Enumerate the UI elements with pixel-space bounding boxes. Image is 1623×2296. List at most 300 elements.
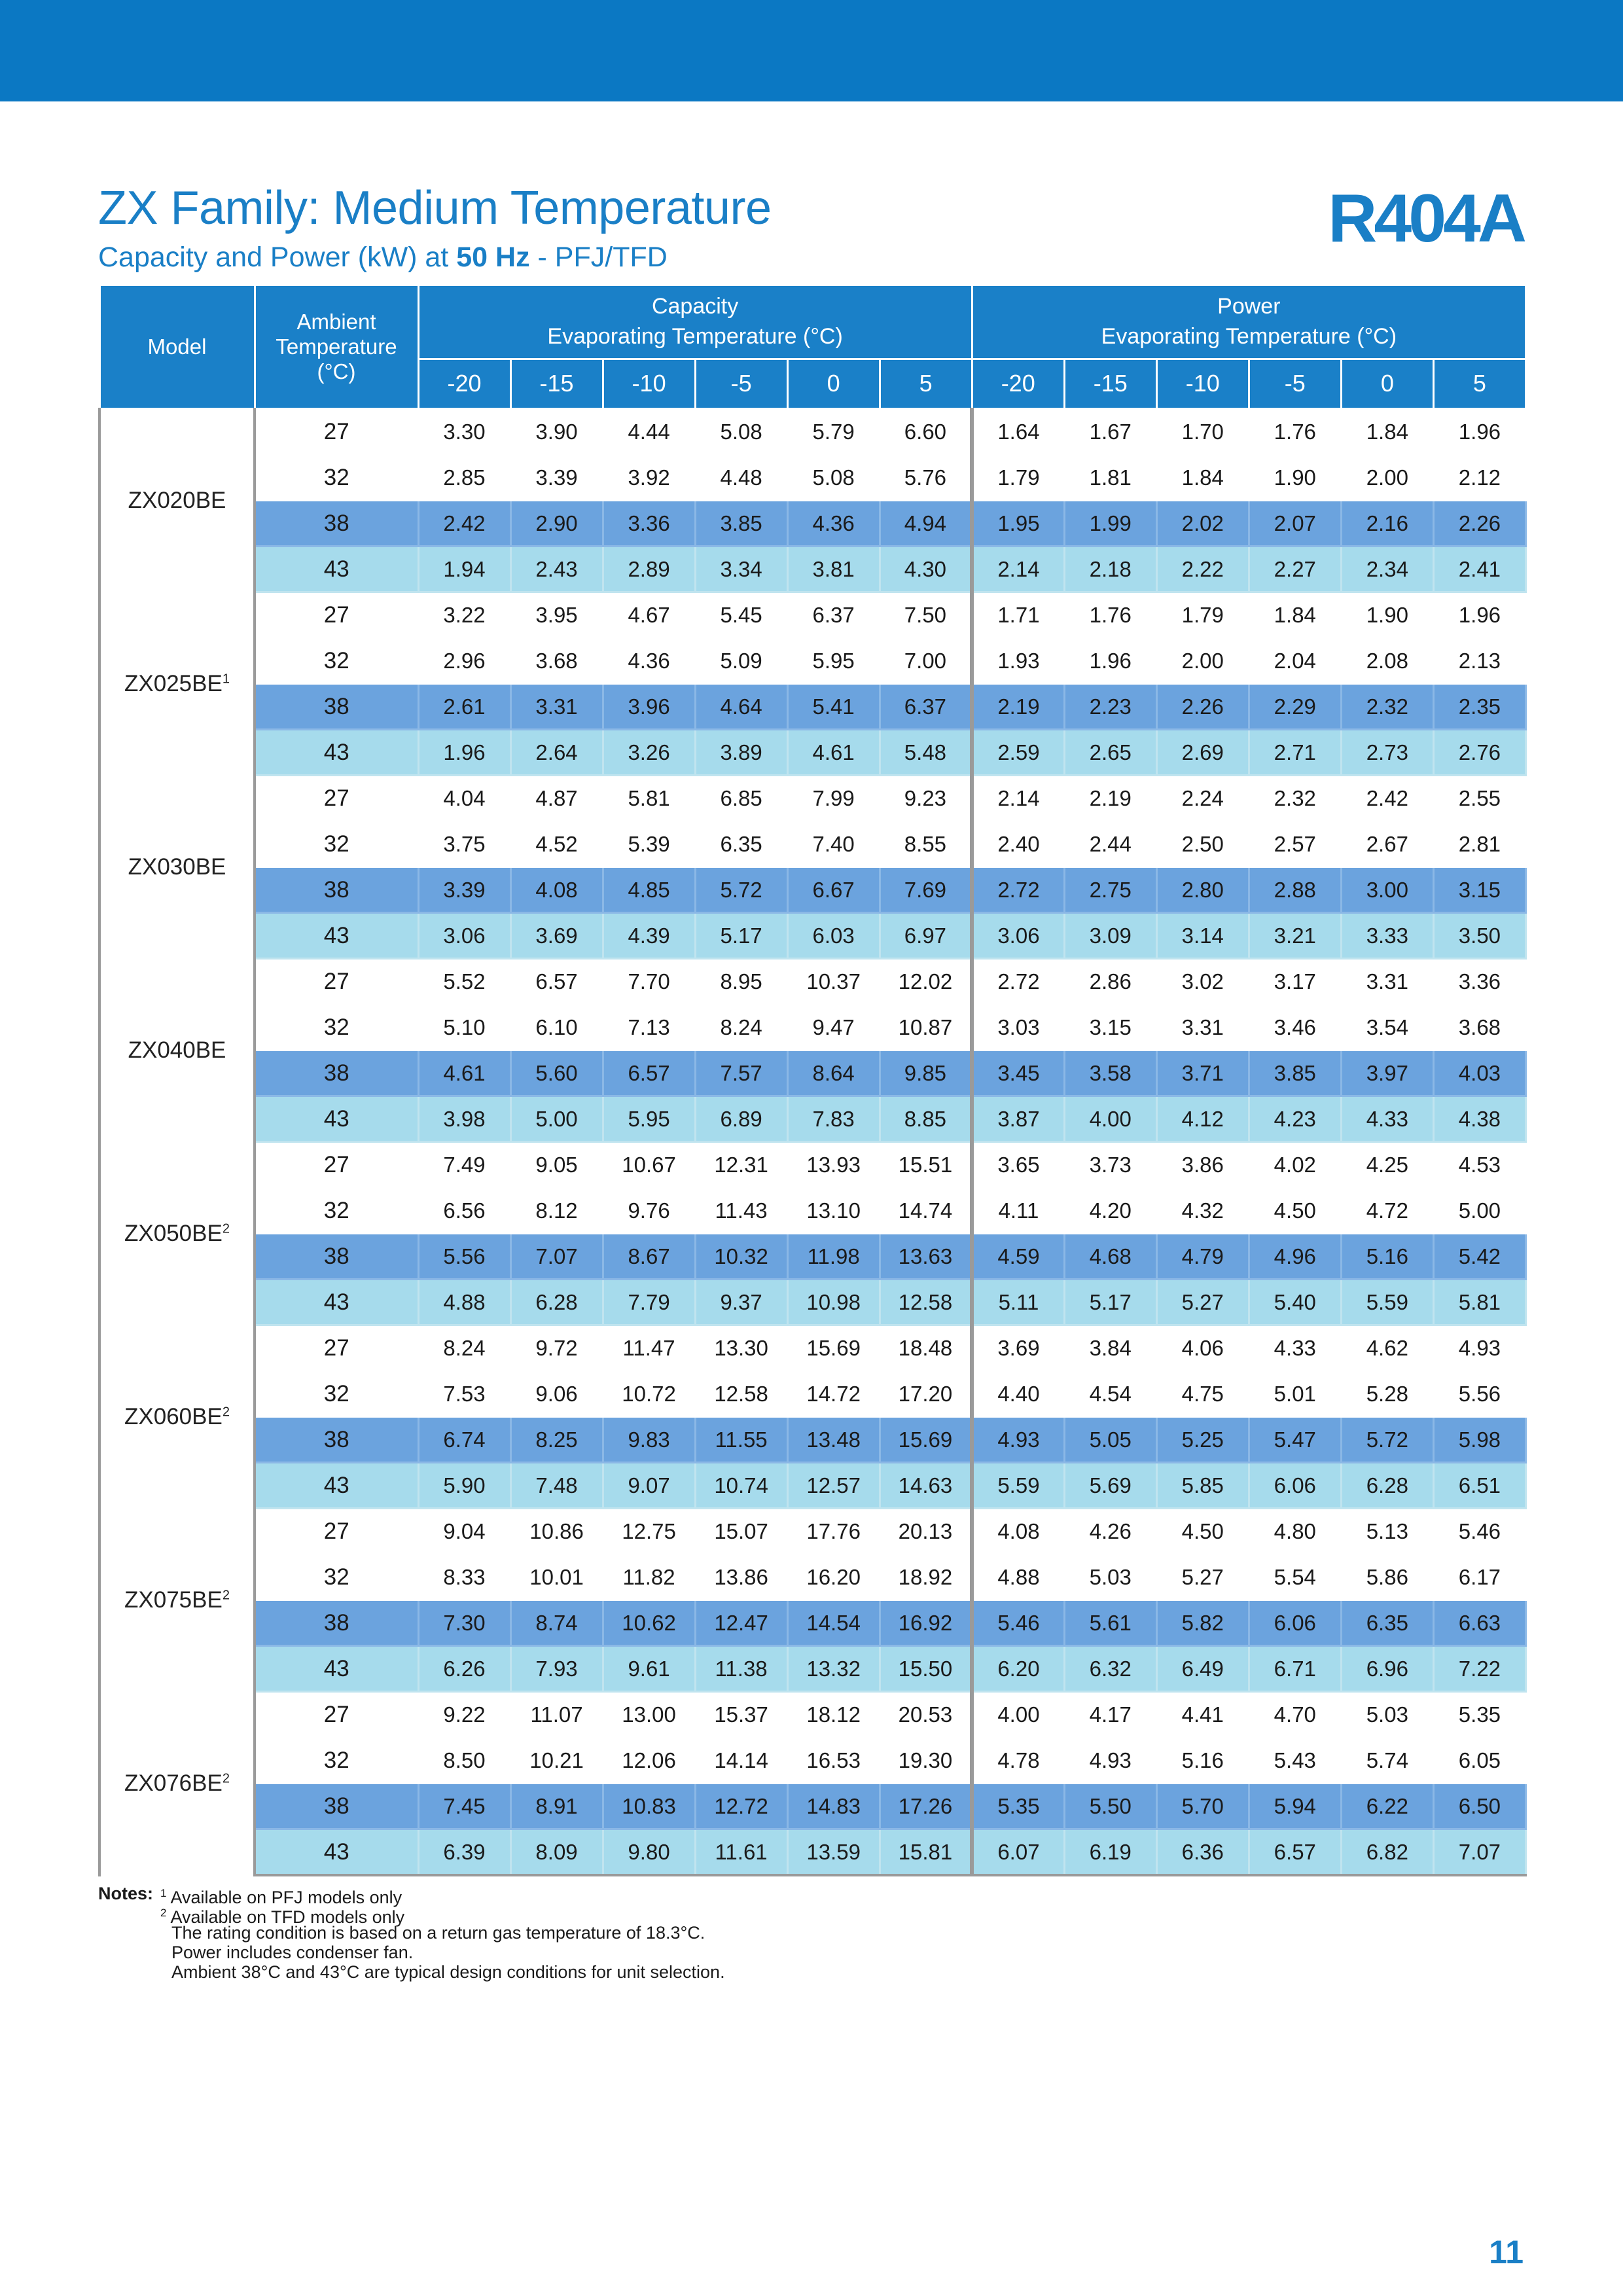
table-row bbox=[99, 1096, 1526, 1142]
ambient-temp-cell: 38 bbox=[255, 501, 418, 547]
table-row bbox=[99, 959, 1526, 1005]
capacity-value-cell: 8.55 bbox=[880, 821, 972, 867]
capacity-value-cell: 9.61 bbox=[603, 1646, 695, 1692]
model-footnote-marker: 1 bbox=[222, 671, 230, 686]
power-value-cell: 2.41 bbox=[1433, 547, 1525, 592]
capacity-value-cell: 6.56 bbox=[418, 1188, 510, 1234]
power-value-cell: 5.40 bbox=[1249, 1280, 1341, 1325]
power-value-cell: 1.84 bbox=[1341, 409, 1433, 455]
model-name: ZX075BE bbox=[124, 1587, 223, 1613]
capacity-value-cell: 10.21 bbox=[510, 1738, 603, 1784]
power-value-cell: 4.20 bbox=[1064, 1188, 1156, 1234]
refrigerant-label: R404A bbox=[1328, 181, 1524, 257]
power-value-cell: 3.02 bbox=[1156, 959, 1249, 1005]
power-value-cell: 1.79 bbox=[972, 455, 1064, 501]
power-value-cell: 2.12 bbox=[1433, 455, 1525, 501]
power-value-cell: 2.13 bbox=[1433, 638, 1525, 684]
capacity-value-cell: 6.39 bbox=[418, 1829, 510, 1876]
capacity-value-cell: 4.48 bbox=[695, 455, 787, 501]
power-value-cell: 6.06 bbox=[1249, 1600, 1341, 1646]
capacity-value-cell: 8.64 bbox=[787, 1050, 880, 1096]
capacity-value-cell: 17.20 bbox=[880, 1371, 972, 1417]
power-value-cell: 2.19 bbox=[1064, 776, 1156, 821]
capacity-value-cell: 4.67 bbox=[603, 592, 695, 638]
power-value-cell: 3.15 bbox=[1433, 867, 1525, 913]
power-value-cell: 6.96 bbox=[1341, 1646, 1433, 1692]
table-row bbox=[99, 1554, 1526, 1600]
power-value-cell: 3.54 bbox=[1341, 1005, 1433, 1050]
capacity-value-cell: 5.41 bbox=[787, 684, 880, 730]
power-value-cell: 4.23 bbox=[1249, 1096, 1341, 1142]
capacity-value-cell: 8.12 bbox=[510, 1188, 603, 1234]
power-value-cell: 5.69 bbox=[1064, 1463, 1156, 1509]
model-name: ZX076BE bbox=[124, 1770, 223, 1796]
table-row bbox=[99, 1325, 1526, 1371]
capacity-value-cell: 15.51 bbox=[880, 1142, 972, 1188]
capacity-value-cell: 3.81 bbox=[787, 547, 880, 592]
model-footnote-marker: 2 bbox=[222, 1404, 230, 1419]
capacity-value-cell: 6.85 bbox=[695, 776, 787, 821]
power-value-cell: 4.11 bbox=[972, 1188, 1064, 1234]
power-value-cell: 6.49 bbox=[1156, 1646, 1249, 1692]
capacity-value-cell: 5.52 bbox=[418, 959, 510, 1005]
table-row bbox=[99, 1188, 1526, 1234]
page-subtitle bbox=[98, 243, 668, 272]
power-value-cell: 6.20 bbox=[972, 1646, 1064, 1692]
capacity-group-header bbox=[418, 285, 972, 359]
capacity-value-cell: 2.90 bbox=[510, 501, 603, 547]
capacity-value-cell: 6.57 bbox=[603, 1050, 695, 1096]
capacity-value-cell: 7.53 bbox=[418, 1371, 510, 1417]
capacity-value-cell: 7.30 bbox=[418, 1600, 510, 1646]
power-evap-temp-header: -10 bbox=[1156, 359, 1249, 408]
capacity-value-cell: 3.95 bbox=[510, 592, 603, 638]
subtitle-suffix: - PFJ/TFD bbox=[529, 242, 668, 273]
power-value-cell: 2.86 bbox=[1064, 959, 1156, 1005]
model-name-cell bbox=[99, 776, 255, 959]
capacity-value-cell: 11.55 bbox=[695, 1417, 787, 1463]
capacity-value-cell: 12.58 bbox=[880, 1280, 972, 1325]
capacity-value-cell: 10.62 bbox=[603, 1600, 695, 1646]
table-row bbox=[99, 1142, 1526, 1188]
ambient-temp-cell: 43 bbox=[255, 1280, 418, 1325]
capacity-value-cell: 3.96 bbox=[603, 684, 695, 730]
capacity-value-cell: 14.74 bbox=[880, 1188, 972, 1234]
power-value-cell: 3.71 bbox=[1156, 1050, 1249, 1096]
power-value-cell: 2.14 bbox=[972, 547, 1064, 592]
model-name-cell bbox=[99, 1325, 255, 1509]
capacity-value-cell: 7.70 bbox=[603, 959, 695, 1005]
ambient-header-line-2: Temperature bbox=[276, 334, 397, 359]
power-value-cell: 5.27 bbox=[1156, 1554, 1249, 1600]
ambient-temp-cell: 43 bbox=[255, 547, 418, 592]
power-value-cell: 3.46 bbox=[1249, 1005, 1341, 1050]
power-value-cell: 5.82 bbox=[1156, 1600, 1249, 1646]
note-1-text: Available on PFJ models only bbox=[166, 1888, 402, 1907]
capacity-value-cell: 10.32 bbox=[695, 1234, 787, 1280]
power-value-cell: 2.59 bbox=[972, 730, 1064, 776]
model-name-cell bbox=[99, 959, 255, 1142]
capacity-value-cell: 15.50 bbox=[880, 1646, 972, 1692]
power-value-cell: 4.88 bbox=[972, 1554, 1064, 1600]
capacity-evap-temp-header: 5 bbox=[880, 359, 972, 408]
power-value-cell: 1.96 bbox=[1433, 409, 1525, 455]
ambient-header-line-3: (°C) bbox=[317, 359, 356, 384]
model-column-header: Model bbox=[99, 285, 255, 409]
ambient-column-header bbox=[255, 285, 418, 409]
power-value-cell: 2.72 bbox=[972, 959, 1064, 1005]
power-value-cell: 5.72 bbox=[1341, 1417, 1433, 1463]
capacity-value-cell: 5.60 bbox=[510, 1050, 603, 1096]
capacity-value-cell: 3.68 bbox=[510, 638, 603, 684]
power-value-cell: 5.46 bbox=[1433, 1509, 1525, 1554]
capacity-value-cell: 5.48 bbox=[880, 730, 972, 776]
power-value-cell: 4.02 bbox=[1249, 1142, 1341, 1188]
capacity-value-cell: 11.07 bbox=[510, 1692, 603, 1738]
ambient-temp-cell: 27 bbox=[255, 776, 418, 821]
capacity-value-cell: 11.61 bbox=[695, 1829, 787, 1876]
capacity-value-cell: 5.10 bbox=[418, 1005, 510, 1050]
note-design-conditions: Ambient 38°C and 43°C are typical design conditions for unit selection. bbox=[171, 1962, 725, 1982]
capacity-value-cell: 3.85 bbox=[695, 501, 787, 547]
capacity-value-cell: 3.31 bbox=[510, 684, 603, 730]
capacity-value-cell: 9.37 bbox=[695, 1280, 787, 1325]
header-band bbox=[0, 0, 1623, 101]
ambient-temp-cell: 32 bbox=[255, 1005, 418, 1050]
power-value-cell: 5.35 bbox=[972, 1784, 1064, 1829]
capacity-value-cell: 14.54 bbox=[787, 1600, 880, 1646]
performance-table-body bbox=[99, 409, 1526, 1876]
table-row bbox=[99, 547, 1526, 592]
capacity-value-cell: 9.80 bbox=[603, 1829, 695, 1876]
power-value-cell: 3.85 bbox=[1249, 1050, 1341, 1096]
table-row bbox=[99, 1050, 1526, 1096]
capacity-value-cell: 11.98 bbox=[787, 1234, 880, 1280]
power-value-cell: 5.27 bbox=[1156, 1280, 1249, 1325]
capacity-value-cell: 14.72 bbox=[787, 1371, 880, 1417]
capacity-value-cell: 5.79 bbox=[787, 409, 880, 455]
capacity-value-cell: 7.48 bbox=[510, 1463, 603, 1509]
power-value-cell: 5.85 bbox=[1156, 1463, 1249, 1509]
table-row bbox=[99, 501, 1526, 547]
capacity-value-cell: 6.37 bbox=[787, 592, 880, 638]
capacity-value-cell: 11.47 bbox=[603, 1325, 695, 1371]
capacity-value-cell: 1.94 bbox=[418, 547, 510, 592]
capacity-value-cell: 3.36 bbox=[603, 501, 695, 547]
capacity-value-cell: 1.96 bbox=[418, 730, 510, 776]
power-value-cell: 2.23 bbox=[1064, 684, 1156, 730]
capacity-value-cell: 6.60 bbox=[880, 409, 972, 455]
capacity-value-cell: 16.20 bbox=[787, 1554, 880, 1600]
power-value-cell: 5.00 bbox=[1433, 1188, 1525, 1234]
power-value-cell: 5.59 bbox=[972, 1463, 1064, 1509]
capacity-value-cell: 13.59 bbox=[787, 1829, 880, 1876]
subtitle-frequency: 50 Hz bbox=[456, 242, 530, 273]
ambient-temp-cell: 43 bbox=[255, 913, 418, 959]
capacity-value-cell: 18.12 bbox=[787, 1692, 880, 1738]
power-value-cell: 3.73 bbox=[1064, 1142, 1156, 1188]
capacity-value-cell: 9.47 bbox=[787, 1005, 880, 1050]
power-value-cell: 2.71 bbox=[1249, 730, 1341, 776]
ambient-temp-cell: 32 bbox=[255, 455, 418, 501]
capacity-value-cell: 9.72 bbox=[510, 1325, 603, 1371]
power-value-cell: 4.26 bbox=[1064, 1509, 1156, 1554]
capacity-value-cell: 7.45 bbox=[418, 1784, 510, 1829]
capacity-value-cell: 6.57 bbox=[510, 959, 603, 1005]
note-rating-condition: The rating condition is based on a return gas temperature of 18.3°C. bbox=[171, 1923, 705, 1943]
capacity-value-cell: 9.85 bbox=[880, 1050, 972, 1096]
power-value-cell: 4.03 bbox=[1433, 1050, 1525, 1096]
power-value-cell: 2.67 bbox=[1341, 821, 1433, 867]
capacity-value-cell: 8.24 bbox=[418, 1325, 510, 1371]
performance-table bbox=[98, 284, 1527, 1876]
capacity-value-cell: 15.69 bbox=[787, 1325, 880, 1371]
capacity-value-cell: 10.83 bbox=[603, 1784, 695, 1829]
capacity-value-cell: 3.39 bbox=[510, 455, 603, 501]
capacity-value-cell: 5.08 bbox=[787, 455, 880, 501]
power-value-cell: 6.82 bbox=[1341, 1829, 1433, 1876]
ambient-temp-cell: 38 bbox=[255, 1600, 418, 1646]
power-value-cell: 2.88 bbox=[1249, 867, 1341, 913]
capacity-value-cell: 13.93 bbox=[787, 1142, 880, 1188]
model-name-cell bbox=[99, 409, 255, 592]
capacity-value-cell: 14.14 bbox=[695, 1738, 787, 1784]
power-value-cell: 6.07 bbox=[972, 1829, 1064, 1876]
capacity-value-cell: 4.36 bbox=[603, 638, 695, 684]
capacity-value-cell: 6.26 bbox=[418, 1646, 510, 1692]
capacity-value-cell: 12.75 bbox=[603, 1509, 695, 1554]
power-value-cell: 4.53 bbox=[1433, 1142, 1525, 1188]
capacity-value-cell: 4.04 bbox=[418, 776, 510, 821]
power-value-cell: 1.96 bbox=[1433, 592, 1525, 638]
power-evap-temp-header: -20 bbox=[972, 359, 1064, 408]
power-value-cell: 2.34 bbox=[1341, 547, 1433, 592]
capacity-value-cell: 12.58 bbox=[695, 1371, 787, 1417]
capacity-value-cell: 2.85 bbox=[418, 455, 510, 501]
table-row bbox=[99, 455, 1526, 501]
table-row bbox=[99, 1646, 1526, 1692]
capacity-value-cell: 6.37 bbox=[880, 684, 972, 730]
capacity-header-line-1: Capacity bbox=[651, 294, 739, 319]
capacity-value-cell: 5.39 bbox=[603, 821, 695, 867]
power-value-cell: 4.93 bbox=[972, 1417, 1064, 1463]
power-value-cell: 2.40 bbox=[972, 821, 1064, 867]
power-value-cell: 6.19 bbox=[1064, 1829, 1156, 1876]
capacity-value-cell: 10.01 bbox=[510, 1554, 603, 1600]
ambient-temp-cell: 27 bbox=[255, 1142, 418, 1188]
capacity-value-cell: 3.39 bbox=[418, 867, 510, 913]
capacity-value-cell: 7.50 bbox=[880, 592, 972, 638]
power-value-cell: 4.70 bbox=[1249, 1692, 1341, 1738]
table-row bbox=[99, 1417, 1526, 1463]
capacity-value-cell: 18.48 bbox=[880, 1325, 972, 1371]
power-evap-temp-header: -5 bbox=[1249, 359, 1341, 408]
power-value-cell: 5.03 bbox=[1064, 1554, 1156, 1600]
capacity-value-cell: 4.94 bbox=[880, 501, 972, 547]
power-value-cell: 3.97 bbox=[1341, 1050, 1433, 1096]
capacity-value-cell: 4.39 bbox=[603, 913, 695, 959]
capacity-value-cell: 13.48 bbox=[787, 1417, 880, 1463]
capacity-value-cell: 9.06 bbox=[510, 1371, 603, 1417]
power-value-cell: 5.42 bbox=[1433, 1234, 1525, 1280]
model-footnote-marker: 2 bbox=[222, 1587, 230, 1602]
capacity-value-cell: 16.92 bbox=[880, 1600, 972, 1646]
power-value-cell: 1.99 bbox=[1064, 501, 1156, 547]
ambient-temp-cell: 43 bbox=[255, 1463, 418, 1509]
power-value-cell: 4.17 bbox=[1064, 1692, 1156, 1738]
capacity-value-cell: 15.37 bbox=[695, 1692, 787, 1738]
power-value-cell: 3.00 bbox=[1341, 867, 1433, 913]
capacity-value-cell: 8.33 bbox=[418, 1554, 510, 1600]
table-row bbox=[99, 913, 1526, 959]
power-value-cell: 2.29 bbox=[1249, 684, 1341, 730]
power-value-cell: 3.17 bbox=[1249, 959, 1341, 1005]
power-value-cell: 2.24 bbox=[1156, 776, 1249, 821]
capacity-value-cell: 8.50 bbox=[418, 1738, 510, 1784]
ambient-temp-cell: 32 bbox=[255, 1188, 418, 1234]
power-value-cell: 2.42 bbox=[1341, 776, 1433, 821]
power-value-cell: 4.06 bbox=[1156, 1325, 1249, 1371]
capacity-value-cell: 13.10 bbox=[787, 1188, 880, 1234]
capacity-value-cell: 8.74 bbox=[510, 1600, 603, 1646]
subtitle-prefix: Capacity and Power (kW) at bbox=[98, 242, 457, 273]
capacity-value-cell: 7.93 bbox=[510, 1646, 603, 1692]
capacity-value-cell: 13.00 bbox=[603, 1692, 695, 1738]
power-value-cell: 6.32 bbox=[1064, 1646, 1156, 1692]
power-value-cell: 2.14 bbox=[972, 776, 1064, 821]
capacity-value-cell: 16.53 bbox=[787, 1738, 880, 1784]
capacity-value-cell: 3.30 bbox=[418, 409, 510, 455]
capacity-value-cell: 5.95 bbox=[787, 638, 880, 684]
power-value-cell: 6.36 bbox=[1156, 1829, 1249, 1876]
ambient-temp-cell: 32 bbox=[255, 1738, 418, 1784]
capacity-value-cell: 17.26 bbox=[880, 1784, 972, 1829]
power-value-cell: 3.65 bbox=[972, 1142, 1064, 1188]
capacity-value-cell: 8.67 bbox=[603, 1234, 695, 1280]
ambient-temp-cell: 32 bbox=[255, 1371, 418, 1417]
capacity-value-cell: 2.64 bbox=[510, 730, 603, 776]
power-value-cell: 4.93 bbox=[1433, 1325, 1525, 1371]
capacity-evap-temp-header: -5 bbox=[695, 359, 787, 408]
ambient-temp-cell: 27 bbox=[255, 1509, 418, 1554]
capacity-value-cell: 15.81 bbox=[880, 1829, 972, 1876]
capacity-value-cell: 11.43 bbox=[695, 1188, 787, 1234]
power-value-cell: 4.59 bbox=[972, 1234, 1064, 1280]
table-row bbox=[99, 1463, 1526, 1509]
power-value-cell: 6.06 bbox=[1249, 1463, 1341, 1509]
power-value-cell: 3.31 bbox=[1341, 959, 1433, 1005]
capacity-value-cell: 7.57 bbox=[695, 1050, 787, 1096]
power-value-cell: 4.40 bbox=[972, 1371, 1064, 1417]
capacity-value-cell: 5.17 bbox=[695, 913, 787, 959]
capacity-value-cell: 9.83 bbox=[603, 1417, 695, 1463]
capacity-value-cell: 9.76 bbox=[603, 1188, 695, 1234]
power-value-cell: 4.32 bbox=[1156, 1188, 1249, 1234]
capacity-value-cell: 4.36 bbox=[787, 501, 880, 547]
power-value-cell: 6.63 bbox=[1433, 1600, 1525, 1646]
capacity-value-cell: 13.32 bbox=[787, 1646, 880, 1692]
note-power-includes-fan: Power includes condenser fan. bbox=[171, 1943, 414, 1962]
ambient-temp-cell: 27 bbox=[255, 1325, 418, 1371]
power-value-cell: 5.56 bbox=[1433, 1371, 1525, 1417]
capacity-value-cell: 5.90 bbox=[418, 1463, 510, 1509]
power-value-cell: 5.01 bbox=[1249, 1371, 1341, 1417]
capacity-value-cell: 20.13 bbox=[880, 1509, 972, 1554]
power-value-cell: 6.35 bbox=[1341, 1600, 1433, 1646]
power-value-cell: 2.81 bbox=[1433, 821, 1525, 867]
model-name: ZX030BE bbox=[128, 853, 226, 880]
power-value-cell: 3.86 bbox=[1156, 1142, 1249, 1188]
power-value-cell: 4.00 bbox=[1064, 1096, 1156, 1142]
power-value-cell: 2.69 bbox=[1156, 730, 1249, 776]
power-value-cell: 7.22 bbox=[1433, 1646, 1525, 1692]
power-value-cell: 1.95 bbox=[972, 501, 1064, 547]
power-value-cell: 2.75 bbox=[1064, 867, 1156, 913]
ambient-temp-cell: 27 bbox=[255, 959, 418, 1005]
capacity-value-cell: 10.37 bbox=[787, 959, 880, 1005]
power-value-cell: 4.41 bbox=[1156, 1692, 1249, 1738]
table-row bbox=[99, 409, 1526, 455]
note-2-text: Available on TFD models only bbox=[166, 1907, 405, 1927]
ambient-temp-cell: 32 bbox=[255, 1554, 418, 1600]
capacity-value-cell: 3.69 bbox=[510, 913, 603, 959]
power-value-cell: 2.73 bbox=[1341, 730, 1433, 776]
power-value-cell: 5.54 bbox=[1249, 1554, 1341, 1600]
capacity-value-cell: 6.67 bbox=[787, 867, 880, 913]
capacity-value-cell: 5.08 bbox=[695, 409, 787, 455]
capacity-value-cell: 5.95 bbox=[603, 1096, 695, 1142]
power-value-cell: 1.79 bbox=[1156, 592, 1249, 638]
power-value-cell: 2.72 bbox=[972, 867, 1064, 913]
table-row bbox=[99, 1738, 1526, 1784]
capacity-value-cell: 10.74 bbox=[695, 1463, 787, 1509]
power-value-cell: 4.62 bbox=[1341, 1325, 1433, 1371]
power-value-cell: 4.80 bbox=[1249, 1509, 1341, 1554]
capacity-value-cell: 15.69 bbox=[880, 1417, 972, 1463]
power-value-cell: 6.22 bbox=[1341, 1784, 1433, 1829]
capacity-value-cell: 6.28 bbox=[510, 1280, 603, 1325]
ambient-temp-cell: 27 bbox=[255, 1692, 418, 1738]
power-value-cell: 4.38 bbox=[1433, 1096, 1525, 1142]
power-value-cell: 2.27 bbox=[1249, 547, 1341, 592]
power-value-cell: 2.65 bbox=[1064, 730, 1156, 776]
power-value-cell: 1.64 bbox=[972, 409, 1064, 455]
capacity-value-cell: 4.85 bbox=[603, 867, 695, 913]
model-name: ZX040BE bbox=[128, 1037, 226, 1063]
capacity-value-cell: 6.03 bbox=[787, 913, 880, 959]
model-footnote-marker: 2 bbox=[222, 1221, 230, 1236]
table-row bbox=[99, 684, 1526, 730]
capacity-value-cell: 13.63 bbox=[880, 1234, 972, 1280]
capacity-value-cell: 4.87 bbox=[510, 776, 603, 821]
power-value-cell: 2.16 bbox=[1341, 501, 1433, 547]
note-1-marker: 1 bbox=[160, 1887, 167, 1899]
power-value-cell: 5.17 bbox=[1064, 1280, 1156, 1325]
capacity-value-cell: 4.64 bbox=[695, 684, 787, 730]
capacity-evap-temp-header: -20 bbox=[418, 359, 510, 408]
capacity-value-cell: 3.34 bbox=[695, 547, 787, 592]
power-value-cell: 3.68 bbox=[1433, 1005, 1525, 1050]
capacity-value-cell: 7.69 bbox=[880, 867, 972, 913]
capacity-value-cell: 10.87 bbox=[880, 1005, 972, 1050]
power-value-cell: 2.76 bbox=[1433, 730, 1525, 776]
capacity-evap-temp-header: -10 bbox=[603, 359, 695, 408]
power-value-cell: 3.15 bbox=[1064, 1005, 1156, 1050]
capacity-value-cell: 3.90 bbox=[510, 409, 603, 455]
power-value-cell: 3.33 bbox=[1341, 913, 1433, 959]
power-value-cell: 7.07 bbox=[1433, 1829, 1525, 1876]
power-value-cell: 6.05 bbox=[1433, 1738, 1525, 1784]
